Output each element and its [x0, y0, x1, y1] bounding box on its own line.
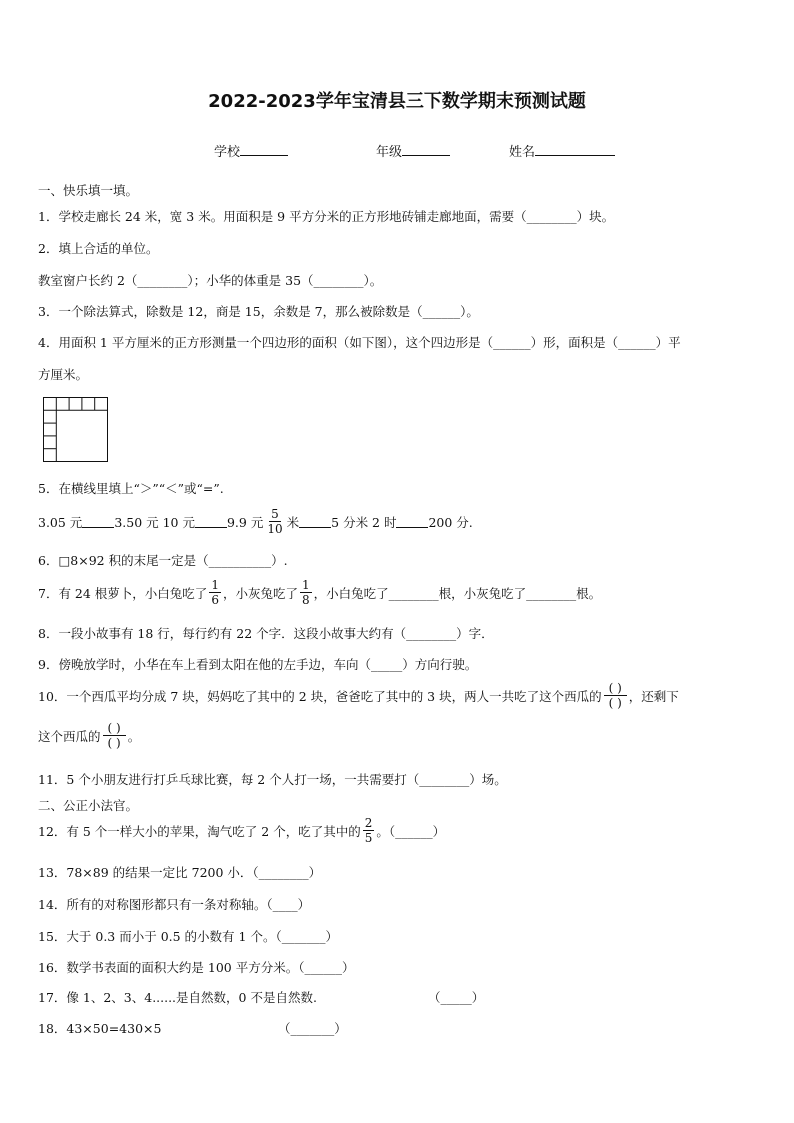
q7-fraction-1-numerator: 1	[211, 578, 219, 592]
q12-fraction	[363, 816, 375, 845]
question-8: 8．一段小故事有 18 行，每行约有 22 个字．这段小故事大约有（________）字．	[38, 626, 494, 641]
q7-fraction-2-numerator: 1	[301, 578, 310, 592]
question-3: 3．一个除法算式，除数是 12，商是 15，余数是 7，那么被除数是（______）。	[38, 304, 479, 319]
q5-blank-3[interactable]	[299, 515, 331, 528]
question-5-comparisons	[38, 507, 473, 536]
question-17: 17．像 1、2、3、4......是自然数，0 不是自然数.	[38, 990, 317, 1005]
question-1: 1．学校走廊长 24 米，宽 3 米。用面积是 9 平方分米的正方形地砖铺走廊地面，需要（________）块。	[38, 209, 615, 224]
q7-text-b: ，小灰兔吃了	[222, 585, 298, 601]
q10-fraction-1-numerator: ( )	[604, 681, 627, 696]
q12-fraction-numerator: 2	[364, 816, 373, 830]
q5-fraction-denominator: 10	[267, 522, 283, 536]
name-blank[interactable]	[535, 143, 615, 156]
school-blank[interactable]	[240, 143, 288, 156]
q7-fraction-1-denominator: 6	[211, 593, 219, 607]
q12-text-a: 12．有 5 个一样大小的苹果，淘气吃了 2 个，吃了其中的	[38, 823, 361, 839]
question-7	[38, 578, 601, 607]
question-4: 4．用面积 1 平方厘米的正方形测量一个四边形的面积（如下图），这个四边形是（______）形，面积是（______）平	[38, 335, 681, 350]
q10-fraction-blank-2[interactable]	[103, 721, 126, 750]
q5-item-a: 3.05 元	[38, 514, 83, 530]
q10-text-c: 这个西瓜的	[38, 728, 101, 744]
question-10-continued	[38, 721, 140, 750]
question-11: 11．5 个小朋友进行打乒乓球比赛，每 2 个人打一场，一共需要打（________）场。	[38, 772, 507, 787]
q10-fraction-2-denominator: ( )	[107, 736, 121, 750]
question-4-continued: 方厘米。	[38, 367, 89, 382]
page-title: 2022-2023学年宝清县三下数学期末预测试题	[208, 91, 586, 112]
grade-label: 年级	[376, 145, 403, 160]
q5-blank-2[interactable]	[195, 515, 227, 528]
school-label: 学校	[214, 145, 241, 160]
q10-text-d: 。	[127, 728, 141, 744]
question-6: 6．□8×92 积的末尾一定是（__________）.	[38, 553, 288, 568]
question-9: 9．傍晚放学时，小华在车上看到太阳在他的左手边，车向（_____）方向行驶。	[38, 657, 478, 672]
q10-fraction-blank-1[interactable]	[604, 681, 627, 710]
q10-text-b: ，还剩下	[628, 688, 679, 704]
question-16: 16．数学书表面的面积大约是 100 平方分米。（______）	[38, 960, 355, 975]
q5-item-f: 200 分.	[428, 514, 473, 530]
question-18: 18．43×50=430×5	[38, 1021, 162, 1036]
q7-text-a: 7．有 24 根萝卜，小白兔吃了	[38, 585, 208, 601]
question-2-detail: 教室窗户长约 2（________）；小华的体重是 35（________）。	[38, 273, 383, 288]
section-heading-1: 一、快乐填一填。	[38, 183, 139, 198]
q7-fraction-2-denominator: 8	[301, 593, 310, 607]
question-17-answer-blank[interactable]: （_____）	[428, 990, 485, 1005]
q7-fraction-1	[209, 578, 221, 607]
question-14: 14．所有的对称图形都只有一条对称轴。（____）	[38, 897, 311, 912]
name-field	[509, 141, 615, 160]
q5-item-e: 5 分米 2 时	[331, 514, 397, 530]
q10-fraction-1-denominator: ( )	[608, 696, 622, 710]
question-12	[38, 816, 445, 845]
q5-item-d: 米	[286, 514, 300, 530]
q5-blank-1[interactable]	[82, 515, 114, 528]
q5-blank-4[interactable]	[396, 515, 428, 528]
section-heading-2: 二、公正小法官。	[38, 798, 139, 813]
name-label: 姓名	[509, 145, 536, 160]
quadrilateral-grid-figure	[42, 396, 110, 464]
question-2: 2．填上合适的单位。	[38, 241, 159, 256]
question-13: 13．78×89 的结果一定比 7200 小．（________）	[38, 865, 322, 880]
question-18-answer-blank[interactable]: （_______）	[278, 1021, 347, 1036]
q12-text-b: 。（______）	[376, 823, 446, 839]
question-10	[38, 681, 679, 710]
q7-fraction-2	[300, 578, 312, 607]
grade-blank[interactable]	[402, 143, 450, 156]
q5-fraction	[265, 507, 284, 536]
q5-item-b: 3.50 元 10 元	[114, 514, 195, 530]
school-field	[214, 141, 288, 160]
q7-text-c: ，小白兔吃了________根，小灰兔吃了________根。	[313, 585, 602, 601]
q10-text-a: 10．一个西瓜平均分成 7 块，妈妈吃了其中的 2 块，爸爸吃了其中的 3 块，两人一共吃了这个西瓜的	[38, 688, 602, 704]
q5-item-c: 9.9 元	[226, 514, 264, 530]
q5-fraction-numerator: 5	[271, 507, 279, 521]
grade-field	[376, 141, 450, 160]
q10-fraction-2-numerator: ( )	[103, 721, 126, 736]
question-15: 15．大于 0.3 而小于 0.5 的小数有 1 个。（_______）	[38, 929, 338, 944]
q12-fraction-denominator: 5	[364, 831, 373, 845]
question-5: 5．在横线里填上“＞”“＜”或“=”.	[38, 481, 224, 496]
